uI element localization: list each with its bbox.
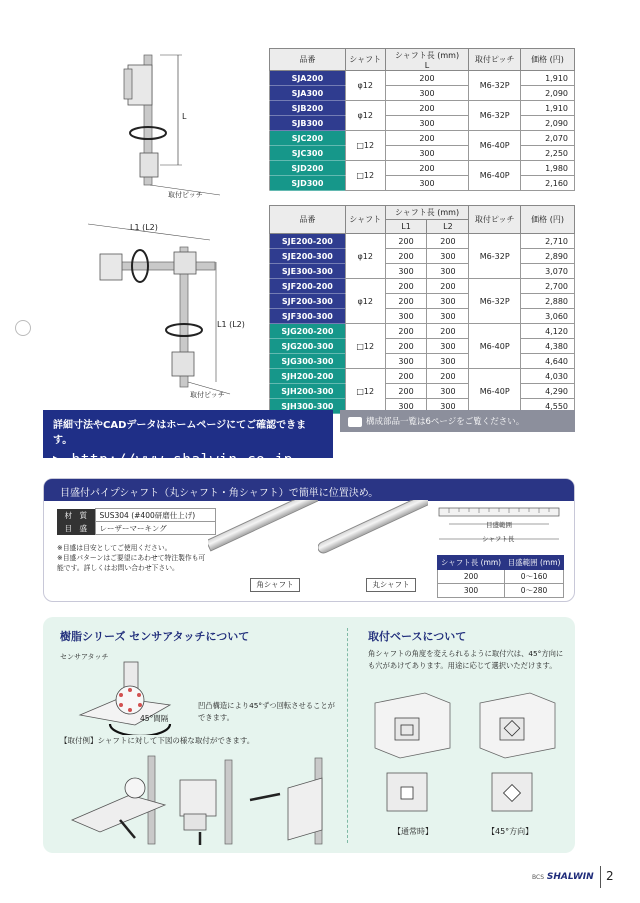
sensor-title: 樹脂シリーズ センサアタッチについて	[60, 630, 250, 643]
price: 2,070	[521, 131, 575, 146]
base-normal-diagram	[365, 683, 455, 823]
mini-col-range: 目盛範囲 (mm)	[505, 556, 564, 570]
product-code: SJB300	[270, 116, 346, 131]
product-code: SJH200-200	[270, 369, 346, 384]
round-shaft-image	[318, 500, 428, 590]
page-number: 2	[606, 869, 614, 883]
mount-pitch: M6-32P	[469, 279, 521, 324]
shaft-length: 200	[385, 161, 469, 176]
col-l2: L2	[427, 220, 469, 234]
shaft-length: 300	[385, 146, 469, 161]
product-code: SJG300-300	[270, 354, 346, 369]
shaft-length-l2: 300	[427, 264, 469, 279]
price: 1,910	[521, 101, 575, 116]
table-row	[270, 294, 575, 309]
panel-divider	[347, 628, 348, 843]
price: 1,910	[521, 71, 575, 86]
table-row	[270, 116, 575, 131]
shaft-length-l2: 200	[427, 369, 469, 384]
spec-label: 目 盛	[57, 522, 95, 535]
col-length: シャフト長 (mm)	[385, 206, 469, 220]
table-row	[270, 264, 575, 279]
product-code: SJG200-200	[270, 324, 346, 339]
col-price: 価格 (円)	[521, 49, 575, 71]
table-row	[270, 176, 575, 191]
shaft-diagram-2	[80, 212, 250, 402]
shaft-type: □12	[345, 324, 385, 369]
shaft-length-l1: 200	[385, 324, 427, 339]
table-row	[270, 161, 575, 176]
product-code: SJA200	[270, 71, 346, 86]
mini-col-length: シャフト長 (mm)	[438, 556, 505, 570]
product-code: SJH300-300	[270, 399, 346, 414]
table-row	[270, 339, 575, 354]
price: 2,700	[521, 279, 575, 294]
product-code: SJA300	[270, 86, 346, 101]
mini-cell: 0～280	[505, 584, 564, 598]
shaft-length: 300	[385, 176, 469, 191]
product-code: SJD300	[270, 176, 346, 191]
shaft-length-l1: 200	[385, 339, 427, 354]
shaft-length-l2: 300	[427, 399, 469, 414]
website-link[interactable]: ▶ http://www.shalwin.co.jp	[53, 452, 293, 468]
price: 2,090	[521, 86, 575, 101]
price: 2,710	[521, 234, 575, 249]
spec-value: SUS304 (#400研磨仕上げ)	[95, 509, 215, 522]
col-price: 価格 (円)	[521, 206, 575, 234]
brand-name: SHALWIN	[546, 872, 594, 882]
shaft-length: 200	[385, 131, 469, 146]
mount-pitch: M6-40P	[469, 131, 521, 161]
table-row	[270, 279, 575, 294]
product-code: SJF200-300	[270, 294, 346, 309]
table-row	[270, 354, 575, 369]
price-table-1	[269, 48, 575, 191]
col-length: シャフト長 (mm) L	[385, 49, 469, 71]
spec-label: 材 質	[57, 509, 95, 522]
shaft-length-l2: 300	[427, 384, 469, 399]
scale-note-2: ※目盛パターンはご要望にあわせて特注製作も可能です。詳しくはお問い合わせ下さい。	[57, 554, 206, 572]
shaft-length-l1: 300	[385, 264, 427, 279]
shaft-length-l1: 200	[385, 294, 427, 309]
shaft-type: □12	[345, 369, 385, 414]
table-row	[270, 384, 575, 399]
mount-pitch: M6-32P	[469, 71, 521, 101]
price: 3,060	[521, 309, 575, 324]
angle-label: 45°間隔	[140, 714, 169, 723]
base-title: 取付ベースについて	[368, 630, 467, 643]
material-spec	[57, 508, 216, 535]
price: 4,640	[521, 354, 575, 369]
shaft-type: □12	[345, 131, 385, 161]
shaft-length-l2: 300	[427, 339, 469, 354]
price: 4,550	[521, 399, 575, 414]
shaft-length-l2: 200	[427, 234, 469, 249]
shaft-length-l1: 200	[385, 234, 427, 249]
table-row	[270, 131, 575, 146]
product-code: SJE300-300	[270, 264, 346, 279]
shaft-type: φ12	[345, 101, 385, 131]
shaft-length-l2: 300	[427, 309, 469, 324]
sensor-desc: 凹凸構造により45°ずつ回転させることができます。	[198, 701, 335, 722]
sensor-attach-diagram	[60, 660, 190, 735]
dim-l-label: L	[182, 112, 187, 121]
scale-range-table	[437, 555, 564, 598]
mounting-example: 【取付例】シャフトに対して下図の様な取付ができます。	[60, 736, 255, 745]
shaft-length-l2: 300	[427, 249, 469, 264]
product-code: SJD200	[270, 161, 346, 176]
website-banner[interactable]	[43, 410, 333, 468]
shaft-length-l2: 200	[427, 279, 469, 294]
shaft-type: φ12	[345, 234, 385, 279]
range-label: 目盛範囲	[486, 521, 512, 529]
shaft-length-l2: 300	[427, 294, 469, 309]
mini-cell: 0～160	[505, 570, 564, 584]
spec-value: レーザーマーキング	[95, 522, 215, 535]
shaft-type: φ12	[345, 71, 385, 101]
product-code: SJF300-300	[270, 309, 346, 324]
price-table-2	[269, 205, 575, 414]
shaft-length-l1: 300	[385, 399, 427, 414]
price: 4,290	[521, 384, 575, 399]
square-shaft-image	[208, 500, 318, 590]
col-code: 品番	[270, 206, 346, 234]
price: 2,160	[521, 176, 575, 191]
product-code: SJG200-300	[270, 339, 346, 354]
table-row	[270, 234, 575, 249]
parts-list-banner[interactable]	[340, 410, 575, 432]
parts-list-text: 構成部品一覧は6ページをご覧ください。	[366, 417, 525, 427]
mounting-example-diagram	[60, 750, 345, 850]
mount-pitch: M6-32P	[469, 101, 521, 131]
shaft-length: 300	[385, 86, 469, 101]
price: 4,030	[521, 369, 575, 384]
base-normal-label: 【通常時】	[393, 827, 433, 836]
dim-l1-label: L1 (L2)	[130, 223, 158, 232]
col-pitch: 取付ピッチ	[469, 49, 521, 71]
sensor-attach-label: センサアタッチ	[60, 653, 109, 661]
shaft-length: 200	[385, 71, 469, 86]
price: 3,070	[521, 264, 575, 279]
table-row	[270, 309, 575, 324]
pitch-label-1: 取付ピッチ	[168, 191, 203, 199]
product-code: SJC200	[270, 131, 346, 146]
mount-pitch: M6-40P	[469, 369, 521, 414]
col-shaft: シャフト	[345, 206, 385, 234]
col-code: 品番	[270, 49, 346, 71]
product-code: SJH200-300	[270, 384, 346, 399]
col-l1: L1	[385, 220, 427, 234]
table-row	[270, 249, 575, 264]
brand-prefix: BCS	[532, 874, 545, 881]
shaft-length-l2: 200	[427, 324, 469, 339]
price: 2,090	[521, 116, 575, 131]
shaft-length-l1: 200	[385, 369, 427, 384]
square-shaft-label: 角シャフト	[250, 578, 300, 592]
shaft-length-l1: 200	[385, 279, 427, 294]
info-icon	[348, 417, 362, 427]
shaft-length-l1: 200	[385, 249, 427, 264]
base-desc: 角シャフトの角度を変えられるように取付穴は、45°方向にも穴があけてあります。用途に応じて選択いただけます。	[368, 649, 564, 670]
product-code: SJF200-200	[270, 279, 346, 294]
table-row	[270, 101, 575, 116]
mini-cell: 300	[438, 584, 505, 598]
table-row	[270, 324, 575, 339]
price: 2,890	[521, 249, 575, 264]
base-45deg-label: 【45°方向】	[487, 827, 534, 836]
mount-pitch: M6-40P	[469, 324, 521, 369]
brand-logo	[532, 872, 594, 882]
table-row	[270, 71, 575, 86]
table-row	[270, 86, 575, 101]
price: 2,250	[521, 146, 575, 161]
shaft-length: 200	[385, 101, 469, 116]
price: 2,880	[521, 294, 575, 309]
shaft-length: 300	[385, 116, 469, 131]
base-45deg-diagram	[470, 683, 560, 823]
price: 4,380	[521, 339, 575, 354]
price: 1,980	[521, 161, 575, 176]
shaft-type: φ12	[345, 279, 385, 324]
pitch-label-2: 取付ピッチ	[190, 391, 225, 399]
dim-l1-side-label: L1 (L2)	[217, 320, 245, 329]
shaft-length-l2: 300	[427, 354, 469, 369]
mount-pitch: M6-40P	[469, 161, 521, 191]
banner-text: 詳細寸法やCADデータはホームページにてご確認できます。	[53, 420, 307, 446]
mini-cell: 200	[438, 570, 505, 584]
product-code: SJE200-300	[270, 249, 346, 264]
table-row	[270, 146, 575, 161]
footer-divider	[600, 866, 601, 888]
round-shaft-label: 丸シャフト	[366, 578, 416, 592]
table-row	[270, 369, 575, 384]
scale-heading: 目盛付パイプシャフト（丸シャフト・角シャフト）で簡単に位置決め。	[44, 479, 574, 501]
product-code: SJB200	[270, 101, 346, 116]
scale-note-1: ※目盛は目安としてご使用ください。	[57, 544, 172, 552]
product-code: SJE200-200	[270, 234, 346, 249]
punch-hole-icon	[15, 320, 31, 336]
product-code: SJC300	[270, 146, 346, 161]
col-pitch: 取付ピッチ	[469, 206, 521, 234]
shaft-length-l1: 200	[385, 384, 427, 399]
shaft-length-l1: 300	[385, 309, 427, 324]
col-shaft: シャフト	[345, 49, 385, 71]
shaft-length-label: シャフト長	[482, 535, 515, 543]
shaft-type: □12	[345, 161, 385, 191]
mount-pitch: M6-32P	[469, 234, 521, 279]
shaft-length-l1: 300	[385, 354, 427, 369]
shaft-diagram-1	[100, 45, 240, 205]
price: 4,120	[521, 324, 575, 339]
